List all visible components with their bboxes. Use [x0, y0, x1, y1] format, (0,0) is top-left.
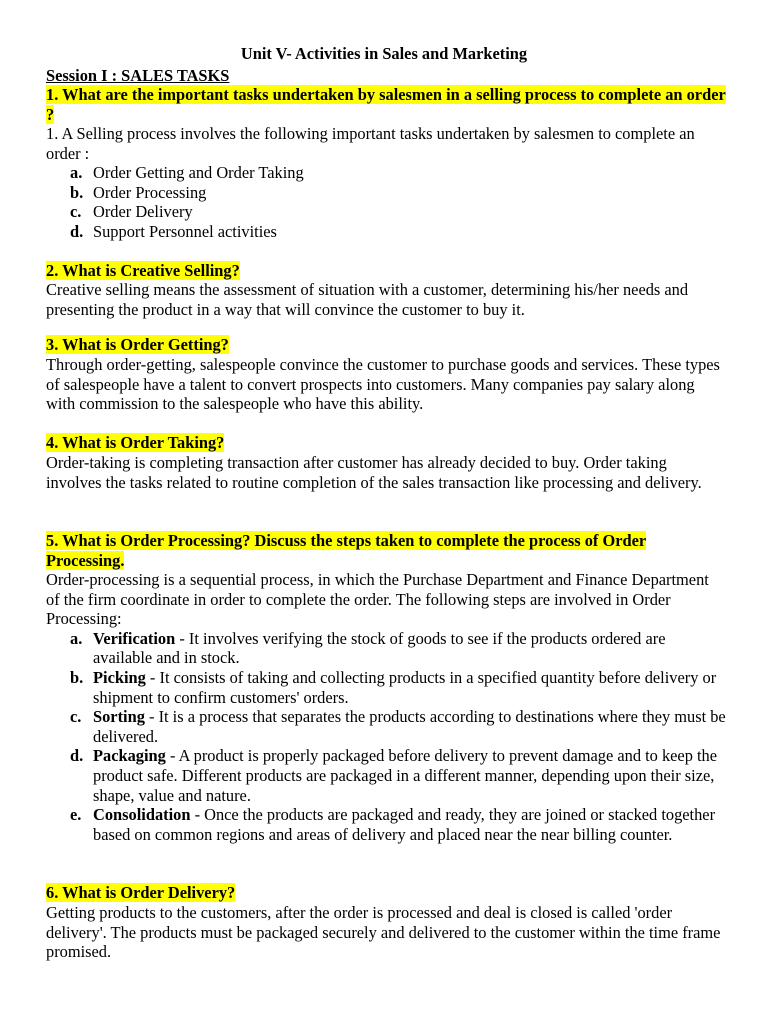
question-3 — [46, 335, 726, 355]
step-term: Packaging — [93, 746, 166, 766]
list-item — [46, 746, 726, 805]
step-description: - It involves verifying the stock of goods to see if the products ordered are available and in stock. — [93, 628, 666, 668]
answer-4: Order-taking is completing transaction after customer has already decided to buy. Order taking involves the tasks related to routine completion of the sales transaction like processing and delivery. — [46, 453, 702, 492]
step-description: - Once the products are packaged and ready, they are joined or stacked together based on common regions and areas of delivery and placed near the near billing counter. — [93, 805, 716, 844]
list-marker: b. — [70, 667, 84, 687]
answer-3: Through order-getting, salespeople convince the customer to purchase goods and services. These types of salespeople have a talent to convert prospects into customers. Many companies pay salary along with commission to the salespeople who have this ability. — [46, 355, 720, 414]
list-item — [46, 629, 726, 668]
step-term: Picking — [93, 667, 146, 687]
list-item — [46, 668, 726, 707]
answer-1 — [46, 124, 726, 242]
list-marker: c. — [70, 707, 82, 727]
list-marker: a. — [70, 628, 83, 648]
step-term: Verification — [93, 628, 176, 648]
document-title: Unit V- Activities in Sales and Marketing — [240, 44, 528, 63]
question-2-heading: 2. What is Creative Selling? — [46, 261, 240, 280]
answer-5-intro: Order-processing is a sequential process, in which the Purchase Department and Finance Department of the firm coordinate in order to complete the order. The following steps are involved in Order Processing: — [46, 570, 709, 629]
step-description: - It is a process that separates the products according to destinations where they must be delivered. — [93, 707, 726, 746]
list-marker: a. — [70, 163, 83, 183]
step-description: - It consists of taking and collecting products in a specified quantity before delivery or shipment to confirm customers' orders. — [93, 667, 717, 707]
session-heading — [46, 66, 726, 86]
list-marker: b. — [70, 182, 84, 202]
question-5-heading: 5. What is Order Processing? Discuss the steps taken to complete the process of Order Processing. — [46, 531, 647, 570]
question-1 — [46, 85, 726, 124]
answer-5 — [46, 570, 726, 844]
question-1-heading: 1. What are the important tasks undertaken by salesmen in a selling process to complete an order ? — [46, 85, 726, 124]
answer-6: Getting products to the customers, after the order is processed and deal is closed is called 'order delivery'. The products must be packaged securely and delivered to the customer within the time frame promised. — [46, 903, 721, 962]
list-item-text: Order Delivery — [93, 202, 193, 222]
step-description: - A product is properly packaged before delivery to prevent damage and to keep the product safe. Different products are packaged in a different manner, depending upon their size, shape, value and nature. — [93, 746, 718, 805]
task-list — [46, 163, 726, 241]
list-item-text: Order Getting and Order Taking — [93, 163, 304, 183]
step-term: Consolidation — [93, 805, 191, 825]
list-marker: d. — [70, 746, 84, 766]
list-item-text: Support Personnel activities — [93, 221, 277, 241]
answer-2: Creative selling means the assessment of situation with a customer, determining his/her needs and presenting the product in a way that will convince the customer to buy it. — [46, 280, 689, 319]
question-6 — [46, 883, 726, 903]
question-3-heading: 3. What is Order Getting? — [46, 335, 229, 354]
process-steps-list — [46, 629, 726, 845]
question-4 — [46, 433, 726, 453]
answer-1-intro: 1. A Selling process involves the following important tasks undertaken by salesmen to complete an order : — [46, 124, 695, 163]
step-term: Sorting — [93, 707, 145, 727]
list-item-text: Order Processing — [93, 182, 207, 202]
question-6-heading: 6. What is Order Delivery? — [46, 883, 236, 902]
list-marker: c. — [70, 202, 82, 222]
question-2 — [46, 261, 726, 281]
list-item — [46, 805, 726, 844]
list-item — [46, 183, 726, 203]
list-item — [46, 707, 726, 746]
session-heading-text: Session I : SALES TASKS — [46, 66, 230, 85]
list-item — [46, 163, 726, 183]
list-marker: e. — [70, 805, 82, 825]
list-item — [46, 202, 726, 222]
list-item — [46, 222, 726, 242]
list-marker: d. — [70, 221, 84, 241]
question-5 — [46, 531, 726, 570]
question-4-heading: 4. What is Order Taking? — [46, 433, 225, 452]
